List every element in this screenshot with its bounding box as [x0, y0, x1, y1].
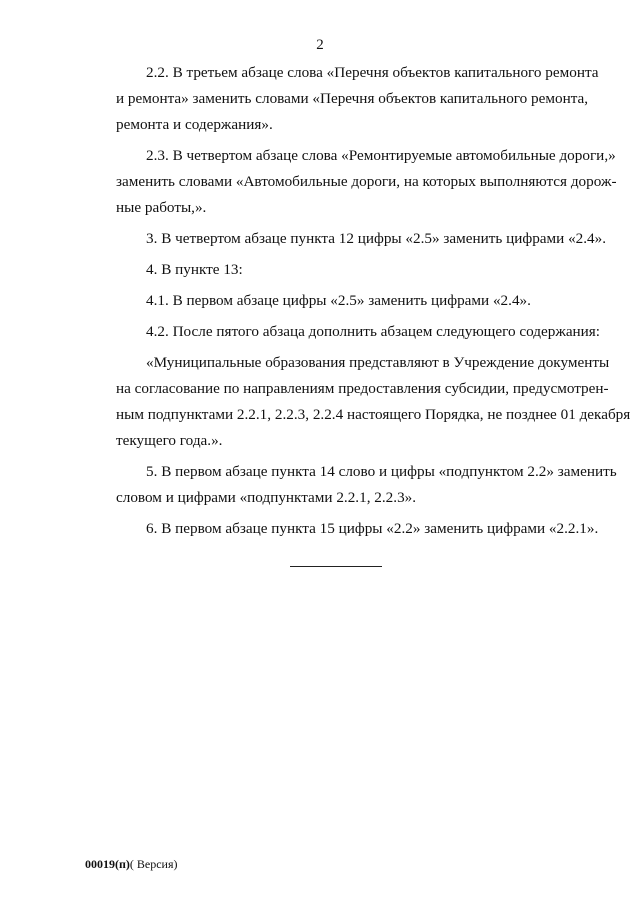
- paragraph-line: на согласование по направлениям предоставления субсидии, предусмотрен-: [116, 380, 609, 397]
- paragraph-line: 2.3. В четвертом абзаце слова «Ремонтируемые автомобильные дороги,»: [146, 147, 616, 164]
- paragraph-4-1: [116, 288, 586, 314]
- document-body: [116, 60, 631, 547]
- paragraph-line: «Муниципальные образования представляют в Учреждение документы: [146, 354, 610, 371]
- page-number: 2: [316, 37, 324, 53]
- document-version: ( Версия): [129, 857, 178, 871]
- paragraph-line: ным подпунктами 2.2.1, 2.2.3, 2.2.4 настоящего Порядка, не позднее 01 декабря: [116, 406, 631, 423]
- paragraph-line: 2.2. В третьем абзаце слова «Перечня объектов капитального ремонта: [146, 64, 599, 81]
- paragraph-line: 4.1. В первом абзаце цифры «2.5» заменить цифрами «2.4».: [146, 292, 531, 309]
- paragraph-4: [116, 257, 586, 283]
- paragraph-3: [116, 226, 607, 252]
- paragraph-line: словом и цифрами «подпунктами 2.2.1, 2.2.3».: [116, 489, 417, 506]
- paragraph-line: ремонта и содержания».: [116, 116, 273, 133]
- paragraph-line: 5. В первом абзаце пункта 14 слово и цифры «подпунктом 2.2» заменить: [146, 463, 617, 480]
- paragraph-line: 4.2. После пятого абзаца дополнить абзацем следующего содержания:: [146, 323, 601, 340]
- document-code: [85, 857, 178, 872]
- paragraph-quoted-insert: [116, 350, 631, 454]
- paragraph-line: текущего года.».: [116, 432, 223, 449]
- paragraph-line: заменить словами «Автомобильные дороги, на которых выполняются дорож-: [116, 173, 617, 190]
- document-code-number: 00019(п): [85, 857, 130, 871]
- paragraph-6: [116, 516, 599, 542]
- paragraph-2-2: [116, 60, 599, 138]
- paragraph-5: [116, 459, 617, 511]
- paragraph-line: 3. В четвертом абзаце пункта 12 цифры «2.5» заменить цифрами «2.4».: [146, 230, 607, 247]
- paragraph-line: ные работы,».: [116, 199, 207, 216]
- end-divider: [290, 566, 382, 567]
- paragraph-2-3: [116, 143, 617, 221]
- paragraph-line: 4. В пункте 13:: [146, 261, 243, 278]
- paragraph-line: и ремонта» заменить словами «Перечня объектов капитального ремонта,: [116, 90, 589, 107]
- paragraph-line: 6. В первом абзаце пункта 15 цифры «2.2» заменить цифрами «2.2.1».: [146, 520, 599, 537]
- paragraph-4-2: [116, 319, 601, 345]
